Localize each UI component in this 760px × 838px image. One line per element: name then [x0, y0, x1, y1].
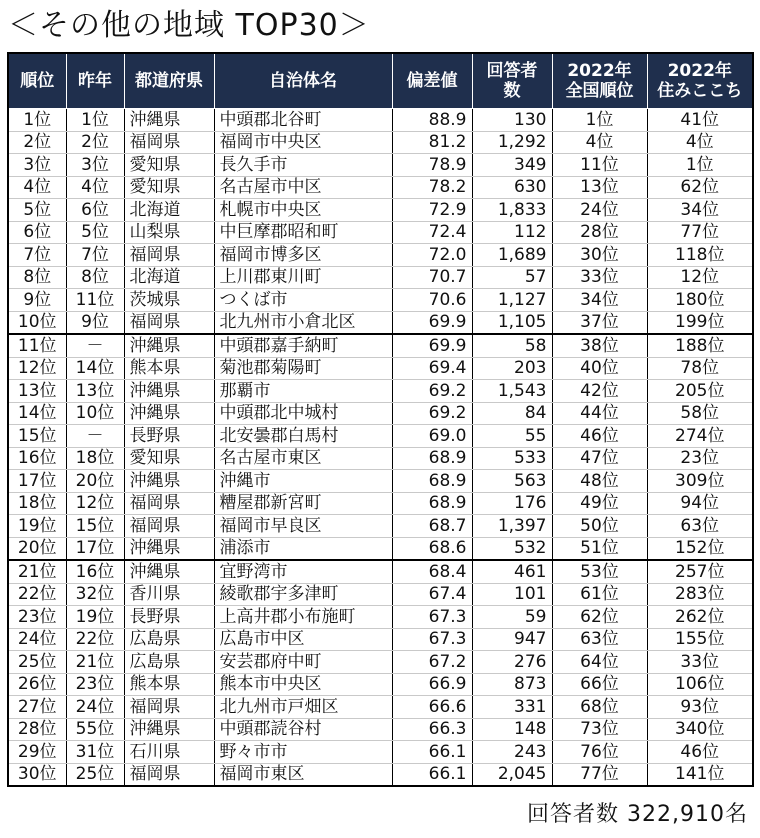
respondents-cell: 276: [472, 651, 552, 674]
table-row: [8, 334, 753, 357]
national-rank-cell: 33位: [552, 266, 647, 289]
last-year-cell: 10位: [66, 402, 124, 425]
municipality-cell: 中頭郡嘉手納町: [214, 334, 392, 357]
prefecture-cell: 北海道: [124, 266, 214, 289]
table-row: [8, 176, 753, 199]
rank-cell: 21位: [8, 560, 66, 583]
prefecture-cell: 熊本県: [124, 673, 214, 696]
table-row: [8, 266, 753, 289]
respondents-cell: 57: [472, 266, 552, 289]
deviation-cell: 72.4: [392, 221, 472, 244]
national-rank-cell: 44位: [552, 402, 647, 425]
prefecture-cell: 沖縄県: [124, 380, 214, 403]
column-header-prefecture: 都道府県: [124, 53, 214, 109]
livability-cell: 63位: [647, 515, 753, 538]
rank-cell: 13位: [8, 380, 66, 403]
table-row: [8, 425, 753, 448]
municipality-cell: 安芸郡府中町: [214, 651, 392, 674]
livability-cell: 257位: [647, 560, 753, 583]
table-row: [8, 718, 753, 741]
prefecture-cell: 沖縄県: [124, 560, 214, 583]
deviation-cell: 69.0: [392, 425, 472, 448]
last-year-cell: －: [66, 334, 124, 357]
national-rank-cell: 49位: [552, 492, 647, 515]
prefecture-cell: 福岡県: [124, 131, 214, 154]
prefecture-cell: 福岡県: [124, 244, 214, 267]
last-year-cell: －: [66, 425, 124, 448]
rank-cell: 26位: [8, 673, 66, 696]
municipality-cell: 福岡市早良区: [214, 515, 392, 538]
national-rank-cell: 46位: [552, 425, 647, 448]
last-year-cell: 1位: [66, 109, 124, 132]
national-rank-cell: 34位: [552, 289, 647, 312]
table-row: [8, 289, 753, 312]
rank-cell: 17位: [8, 470, 66, 493]
last-year-cell: 23位: [66, 673, 124, 696]
livability-cell: 78位: [647, 357, 753, 380]
rank-cell: 1位: [8, 109, 66, 132]
last-year-cell: 20位: [66, 470, 124, 493]
table-row: [8, 244, 753, 267]
national-rank-cell: 1位: [552, 109, 647, 132]
respondents-cell: 1,689: [472, 244, 552, 267]
deviation-cell: 88.9: [392, 109, 472, 132]
rank-cell: 14位: [8, 402, 66, 425]
deviation-cell: 69.2: [392, 380, 472, 403]
table-row: [8, 154, 753, 177]
national-rank-cell: 68位: [552, 696, 647, 719]
prefecture-cell: 石川県: [124, 741, 214, 764]
last-year-cell: 3位: [66, 154, 124, 177]
last-year-cell: 11位: [66, 289, 124, 312]
last-year-cell: 5位: [66, 221, 124, 244]
table-row: [8, 741, 753, 764]
rank-cell: 19位: [8, 515, 66, 538]
municipality-cell: 札幌市中央区: [214, 199, 392, 222]
municipality-cell: 北九州市戸畑区: [214, 696, 392, 719]
livability-cell: 46位: [647, 741, 753, 764]
municipality-cell: 那覇市: [214, 380, 392, 403]
table-row: [8, 492, 753, 515]
national-rank-cell: 30位: [552, 244, 647, 267]
respondents-cell: 1,397: [472, 515, 552, 538]
livability-cell: 274位: [647, 425, 753, 448]
national-rank-cell: 76位: [552, 741, 647, 764]
rank-cell: 20位: [8, 537, 66, 560]
livability-cell: 340位: [647, 718, 753, 741]
last-year-cell: 55位: [66, 718, 124, 741]
last-year-cell: 24位: [66, 696, 124, 719]
livability-cell: 1位: [647, 154, 753, 177]
table-row: [8, 673, 753, 696]
column-header-livability: 2022年 住みここち: [647, 53, 753, 109]
livability-cell: 12位: [647, 266, 753, 289]
respondents-cell: 58: [472, 334, 552, 357]
prefecture-cell: 福岡県: [124, 311, 214, 334]
rank-cell: 9位: [8, 289, 66, 312]
last-year-cell: 18位: [66, 447, 124, 470]
table-row: [8, 470, 753, 493]
respondents-cell: 1,833: [472, 199, 552, 222]
deviation-cell: 78.2: [392, 176, 472, 199]
livability-cell: 180位: [647, 289, 753, 312]
municipality-cell: 沖縄市: [214, 470, 392, 493]
municipality-cell: 浦添市: [214, 537, 392, 560]
deviation-cell: 69.4: [392, 357, 472, 380]
rank-cell: 10位: [8, 311, 66, 334]
respondents-cell: 630: [472, 176, 552, 199]
prefecture-cell: 茨城県: [124, 289, 214, 312]
table-row: [8, 402, 753, 425]
respondents-cell: 1,127: [472, 289, 552, 312]
rank-cell: 4位: [8, 176, 66, 199]
deviation-cell: 66.3: [392, 718, 472, 741]
rank-cell: 18位: [8, 492, 66, 515]
national-rank-cell: 77位: [552, 763, 647, 786]
deviation-cell: 68.6: [392, 537, 472, 560]
column-header-respondents: 回答者 数: [472, 53, 552, 109]
prefecture-cell: 福岡県: [124, 763, 214, 786]
municipality-cell: つくば市: [214, 289, 392, 312]
column-header-national-rank: 2022年 全国順位: [552, 53, 647, 109]
column-header-deviation: 偏差値: [392, 53, 472, 109]
respondents-cell: 563: [472, 470, 552, 493]
livability-cell: 34位: [647, 199, 753, 222]
prefecture-cell: 沖縄県: [124, 470, 214, 493]
national-rank-cell: 61位: [552, 583, 647, 606]
respondents-cell: 176: [472, 492, 552, 515]
column-header-last-year: 昨年: [66, 53, 124, 109]
last-year-cell: 16位: [66, 560, 124, 583]
deviation-cell: 68.4: [392, 560, 472, 583]
municipality-cell: 熊本市中央区: [214, 673, 392, 696]
respondents-cell: 55: [472, 425, 552, 448]
national-rank-cell: 73位: [552, 718, 647, 741]
prefecture-cell: 香川県: [124, 583, 214, 606]
national-rank-cell: 24位: [552, 199, 647, 222]
rank-cell: 29位: [8, 741, 66, 764]
last-year-cell: 6位: [66, 199, 124, 222]
respondents-cell: 112: [472, 221, 552, 244]
municipality-cell: 宜野湾市: [214, 560, 392, 583]
municipality-cell: 上川郡東川町: [214, 266, 392, 289]
table-row: [8, 628, 753, 651]
national-rank-cell: 47位: [552, 447, 647, 470]
respondents-cell: 947: [472, 628, 552, 651]
livability-cell: 93位: [647, 696, 753, 719]
livability-cell: 155位: [647, 628, 753, 651]
deviation-cell: 78.9: [392, 154, 472, 177]
last-year-cell: 19位: [66, 606, 124, 629]
respondents-cell: 331: [472, 696, 552, 719]
table-row: [8, 763, 753, 786]
table-row: [8, 515, 753, 538]
deviation-cell: 67.2: [392, 651, 472, 674]
respondents-cell: 532: [472, 537, 552, 560]
municipality-cell: 北安曇郡白馬村: [214, 425, 392, 448]
national-rank-cell: 28位: [552, 221, 647, 244]
deviation-cell: 70.6: [392, 289, 472, 312]
national-rank-cell: 63位: [552, 628, 647, 651]
prefecture-cell: 長野県: [124, 425, 214, 448]
national-rank-cell: 53位: [552, 560, 647, 583]
respondents-cell: 349: [472, 154, 552, 177]
last-year-cell: 21位: [66, 651, 124, 674]
municipality-cell: 北九州市小倉北区: [214, 311, 392, 334]
rank-cell: 6位: [8, 221, 66, 244]
livability-cell: 33位: [647, 651, 753, 674]
rank-cell: 2位: [8, 131, 66, 154]
last-year-cell: 17位: [66, 537, 124, 560]
rank-cell: 3位: [8, 154, 66, 177]
deviation-cell: 72.0: [392, 244, 472, 267]
rank-cell: 7位: [8, 244, 66, 267]
rank-cell: 5位: [8, 199, 66, 222]
prefecture-cell: 沖縄県: [124, 109, 214, 132]
ranking-table: [7, 52, 754, 787]
rank-cell: 11位: [8, 334, 66, 357]
prefecture-cell: 広島県: [124, 651, 214, 674]
table-row: [8, 357, 753, 380]
municipality-cell: 菊池郡菊陽町: [214, 357, 392, 380]
municipality-cell: 福岡市東区: [214, 763, 392, 786]
livability-cell: 62位: [647, 176, 753, 199]
municipality-cell: 広島市中区: [214, 628, 392, 651]
deviation-cell: 66.1: [392, 741, 472, 764]
deviation-cell: 66.9: [392, 673, 472, 696]
livability-cell: 309位: [647, 470, 753, 493]
last-year-cell: 2位: [66, 131, 124, 154]
deviation-cell: 69.2: [392, 402, 472, 425]
livability-cell: 94位: [647, 492, 753, 515]
prefecture-cell: 沖縄県: [124, 334, 214, 357]
municipality-cell: 名古屋市東区: [214, 447, 392, 470]
respondents-cell: 873: [472, 673, 552, 696]
prefecture-cell: 沖縄県: [124, 718, 214, 741]
rank-cell: 27位: [8, 696, 66, 719]
prefecture-cell: 福岡県: [124, 515, 214, 538]
last-year-cell: 31位: [66, 741, 124, 764]
municipality-cell: 中頭郡北谷町: [214, 109, 392, 132]
prefecture-cell: 熊本県: [124, 357, 214, 380]
national-rank-cell: 13位: [552, 176, 647, 199]
deviation-cell: 66.1: [392, 763, 472, 786]
rank-cell: 16位: [8, 447, 66, 470]
last-year-cell: 32位: [66, 583, 124, 606]
rank-cell: 23位: [8, 606, 66, 629]
rank-cell: 8位: [8, 266, 66, 289]
municipality-cell: 名古屋市中区: [214, 176, 392, 199]
last-year-cell: 25位: [66, 763, 124, 786]
table-header-row: [8, 53, 753, 109]
deviation-cell: 68.9: [392, 492, 472, 515]
table-row: [8, 447, 753, 470]
table-row: [8, 583, 753, 606]
deviation-cell: 72.9: [392, 199, 472, 222]
deviation-cell: 67.3: [392, 628, 472, 651]
respondents-cell: 130: [472, 109, 552, 132]
prefecture-cell: 北海道: [124, 199, 214, 222]
deviation-cell: 70.7: [392, 266, 472, 289]
deviation-cell: 69.9: [392, 334, 472, 357]
municipality-cell: 福岡市博多区: [214, 244, 392, 267]
rank-cell: 24位: [8, 628, 66, 651]
prefecture-cell: 沖縄県: [124, 402, 214, 425]
table-row: [8, 109, 753, 132]
table-row: [8, 651, 753, 674]
column-header-rank: 順位: [8, 53, 66, 109]
rank-cell: 30位: [8, 763, 66, 786]
prefecture-cell: 福岡県: [124, 696, 214, 719]
deviation-cell: 81.2: [392, 131, 472, 154]
livability-cell: 141位: [647, 763, 753, 786]
deviation-cell: 68.7: [392, 515, 472, 538]
deviation-cell: 67.3: [392, 606, 472, 629]
respondents-cell: 243: [472, 741, 552, 764]
table-row: [8, 199, 753, 222]
respondents-cell: 84: [472, 402, 552, 425]
national-rank-cell: 4位: [552, 131, 647, 154]
deviation-cell: 68.9: [392, 470, 472, 493]
respondent-total: 回答者数 322,910名: [527, 802, 748, 827]
livability-cell: 106位: [647, 673, 753, 696]
rank-cell: 22位: [8, 583, 66, 606]
livability-cell: 77位: [647, 221, 753, 244]
page-title: ＜その他の地域 TOP30＞: [8, 8, 370, 43]
table-row: [8, 537, 753, 560]
national-rank-cell: 42位: [552, 380, 647, 403]
national-rank-cell: 64位: [552, 651, 647, 674]
respondents-cell: 101: [472, 583, 552, 606]
prefecture-cell: 愛知県: [124, 176, 214, 199]
deviation-cell: 69.9: [392, 311, 472, 334]
column-header-municipality: 自治体名: [214, 53, 392, 109]
table-row: [8, 696, 753, 719]
prefecture-cell: 長野県: [124, 606, 214, 629]
table-row: [8, 311, 753, 334]
last-year-cell: 12位: [66, 492, 124, 515]
table-row: [8, 131, 753, 154]
prefecture-cell: 広島県: [124, 628, 214, 651]
national-rank-cell: 37位: [552, 311, 647, 334]
respondents-cell: 148: [472, 718, 552, 741]
last-year-cell: 14位: [66, 357, 124, 380]
livability-cell: 205位: [647, 380, 753, 403]
deviation-cell: 66.6: [392, 696, 472, 719]
livability-cell: 58位: [647, 402, 753, 425]
national-rank-cell: 50位: [552, 515, 647, 538]
last-year-cell: 9位: [66, 311, 124, 334]
national-rank-cell: 66位: [552, 673, 647, 696]
national-rank-cell: 51位: [552, 537, 647, 560]
last-year-cell: 8位: [66, 266, 124, 289]
deviation-cell: 67.4: [392, 583, 472, 606]
municipality-cell: 福岡市中央区: [214, 131, 392, 154]
livability-cell: 262位: [647, 606, 753, 629]
table-row: [8, 606, 753, 629]
livability-cell: 199位: [647, 311, 753, 334]
respondents-cell: 2,045: [472, 763, 552, 786]
prefecture-cell: 愛知県: [124, 447, 214, 470]
respondents-cell: 461: [472, 560, 552, 583]
rank-cell: 15位: [8, 425, 66, 448]
prefecture-cell: 愛知県: [124, 154, 214, 177]
municipality-cell: 中頭郡北中城村: [214, 402, 392, 425]
national-rank-cell: 48位: [552, 470, 647, 493]
prefecture-cell: 沖縄県: [124, 537, 214, 560]
national-rank-cell: 40位: [552, 357, 647, 380]
municipality-cell: 中巨摩郡昭和町: [214, 221, 392, 244]
table-row: [8, 560, 753, 583]
livability-cell: 23位: [647, 447, 753, 470]
national-rank-cell: 11位: [552, 154, 647, 177]
municipality-cell: 野々市市: [214, 741, 392, 764]
livability-cell: 118位: [647, 244, 753, 267]
last-year-cell: 22位: [66, 628, 124, 651]
livability-cell: 152位: [647, 537, 753, 560]
table-row: [8, 221, 753, 244]
rank-cell: 28位: [8, 718, 66, 741]
last-year-cell: 7位: [66, 244, 124, 267]
livability-cell: 283位: [647, 583, 753, 606]
last-year-cell: 15位: [66, 515, 124, 538]
respondents-cell: 1,105: [472, 311, 552, 334]
respondents-cell: 203: [472, 357, 552, 380]
prefecture-cell: 山梨県: [124, 221, 214, 244]
respondents-cell: 59: [472, 606, 552, 629]
last-year-cell: 4位: [66, 176, 124, 199]
rank-cell: 25位: [8, 651, 66, 674]
last-year-cell: 13位: [66, 380, 124, 403]
respondents-cell: 1,292: [472, 131, 552, 154]
livability-cell: 188位: [647, 334, 753, 357]
table-row: [8, 380, 753, 403]
livability-cell: 4位: [647, 131, 753, 154]
national-rank-cell: 62位: [552, 606, 647, 629]
respondents-cell: 1,543: [472, 380, 552, 403]
national-rank-cell: 38位: [552, 334, 647, 357]
deviation-cell: 68.9: [392, 447, 472, 470]
livability-cell: 41位: [647, 109, 753, 132]
respondents-cell: 533: [472, 447, 552, 470]
municipality-cell: 綾歌郡宇多津町: [214, 583, 392, 606]
municipality-cell: 長久手市: [214, 154, 392, 177]
municipality-cell: 上高井郡小布施町: [214, 606, 392, 629]
municipality-cell: 糟屋郡新宮町: [214, 492, 392, 515]
rank-cell: 12位: [8, 357, 66, 380]
prefecture-cell: 福岡県: [124, 492, 214, 515]
municipality-cell: 中頭郡読谷村: [214, 718, 392, 741]
